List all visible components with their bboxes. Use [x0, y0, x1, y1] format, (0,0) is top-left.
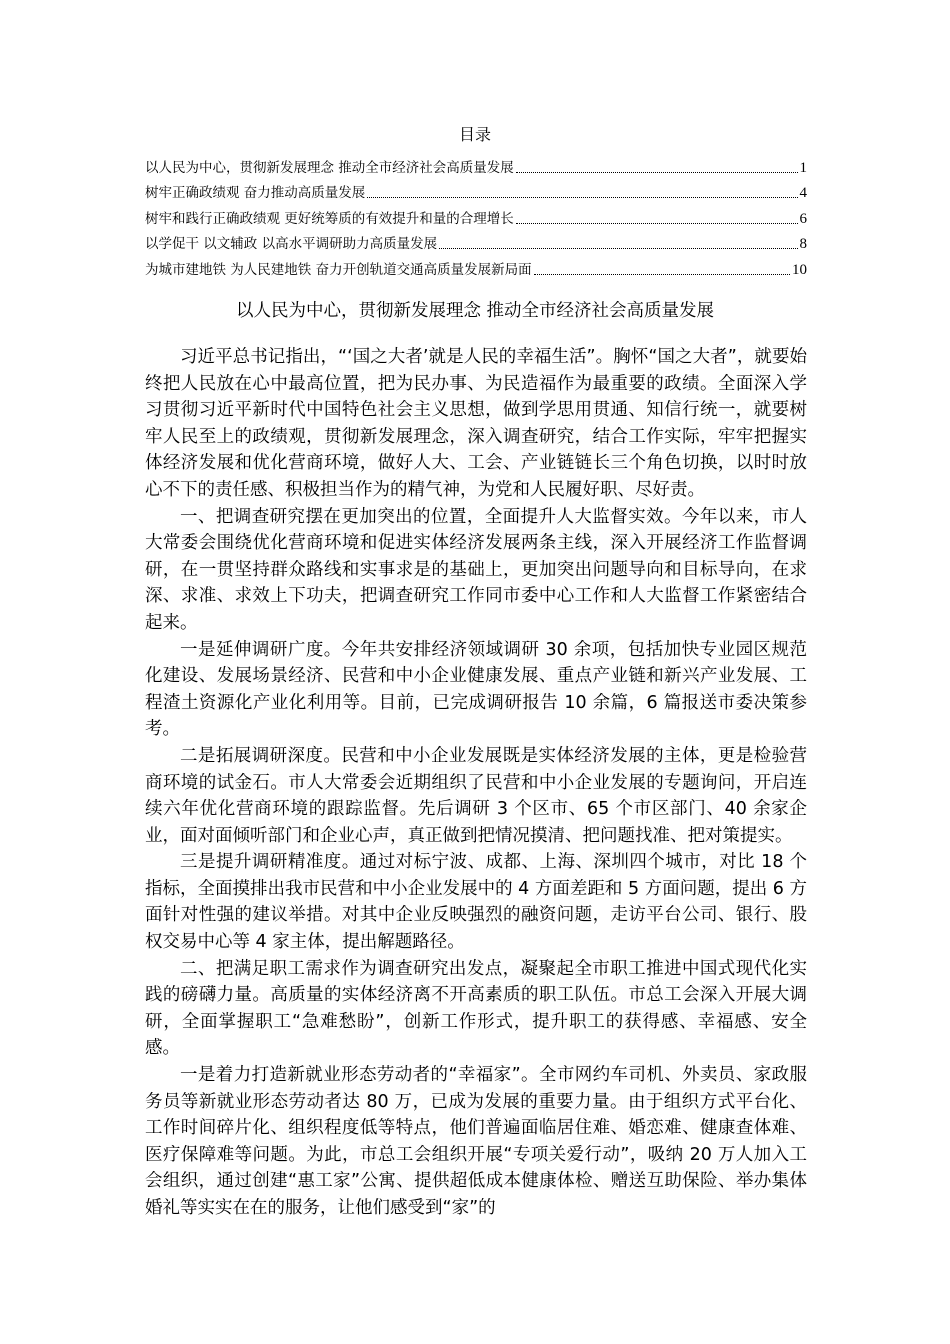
toc-entry-label: 为城市建地铁 为人民建地铁 奋力开创轨道交通高质量发展新局面: [145, 261, 532, 278]
table-of-contents: [145, 152, 807, 280]
paragraph: 二是拓展调研深度。民营和中小企业发展既是实体经济发展的主体，更是检验营商环境的试金石。市人大常委会近期组织了民营和中小企业发展的专题询问，开启连续六年优化营商环境的跟踪监督。先后调研 3 个区市、65 个市区部门、40 余家企业，面对面倾听部门和企业心声，真正做到把情况摸清、把问题找准、把对策提实。: [145, 745, 807, 846]
toc-entry-page: 4: [799, 185, 807, 201]
article-body: [145, 344, 807, 1222]
toc-entry[interactable]: [145, 178, 807, 204]
paragraph: 一是延伸调研广度。今年共安排经济领域调研 30 余项，包括加快专业园区规范化建设、发展场景经济、民营和中小企业健康发展、重点产业链和新兴产业发展、工程渣土资源化产业化利用等。目前，已完成调研报告 10 余篇，6 篇报送市委决策参考。: [145, 639, 807, 740]
paragraph: 一是着力打造新就业形态劳动者的“幸福家”。全市网约车司机、外卖员、家政服务员等新就业形态劳动者达 80 万，已成为发展的重要力量。由于组织方式平台化、工作时间碎片化、组织程度低等特点，他们普遍面临居住难、婚恋难、健康查体难、医疗保障难等问题。为此，市总工会组织开展“专项关爱行动”，吸纳 20 万人加入工会组织，通过创建“惠工家”公寓、提供超低成本健康体检、赠送互助保险、举办集体婚礼等实实在在的服务，让他们感受到“家”的: [145, 1065, 807, 1218]
toc-entry-label: 以学促干 以文辅政 以高水平调研助力高质量发展: [145, 236, 438, 252]
article-title: 以人民为中心，贯彻新发展理念 推动全市经济社会高质量发展: [235, 301, 715, 321]
toc-entry[interactable]: [145, 203, 807, 229]
paragraph: 三是提升调研精准度。通过对标宁波、成都、上海、深圳四个城市，对比 18 个指标，全面摸排出我市民营和中小企业发展中的 4 方面差距和 5 方面问题，提出 6 方面针对性强的建议举措。对其中企业反映强烈的融资问题，走访平台公司、银行、股权交易中心等 4 家主体，提出解题路径。: [145, 852, 807, 953]
toc-entry-page: 1: [799, 159, 807, 176]
toc-dot-leader: [367, 197, 797, 198]
toc-entry-page: 6: [799, 210, 807, 227]
paragraph: 一、把调查研究摆在更加突出的位置，全面提升人大监督实效。今年以来，市人大常委会围绕优化营商环境和促进实体经济发展两条主线，深入开展经济工作监督调研，在一贯坚持群众路线和实事求是的基础上，更加突出问题导向和目标导向，在求深、求准、求效上下功夫，把调查研究工作同市委中心工作和人大监督工作紧密结合起来。: [145, 506, 807, 633]
paragraph: 二、把满足职工需求作为调查研究出发点，凝聚起全市职工推进中国式现代化实践的磅礴力量。高质量的实体经济离不开高素质的职工队伍。市总工会深入开展大调研，全面掌握职工“急难愁盼”，创新工作形式，提升职工的获得感、幸福感、安全感。: [145, 958, 807, 1059]
toc-entry-label: 以人民为中心，贯彻新发展理念 推动全市经济社会高质量发展: [145, 159, 514, 176]
paragraph: 习近平总书记指出，“‘国之大者’就是人民的幸福生活”。胸怀“国之大者”，就要始终把人民放在心中最高位置，把为民办事、为民造福作为最重要的政绩。全面深入学习贯彻习近平新时代中国特色社会主义思想，做到学思用贯通、知信行统一，就要树牢人民至上的政绩观，贯彻新发展理念，深入调查研究，结合工作实际，牢牢把握实体经济发展和优化营商环境，做好人大、工会、产业链链长三个角色切换，以时时放心不下的责任感、积极担当作为的精气神，为党和人民履好职、尽好责。: [145, 347, 807, 500]
toc-entry[interactable]: [145, 152, 807, 178]
toc-dot-leader: [439, 248, 797, 249]
toc-entry-page: 8: [799, 236, 807, 252]
toc-entry-label: 树牢正确政绩观 奋力推动高质量发展: [145, 185, 366, 201]
toc-dot-leader: [516, 172, 798, 173]
toc-dot-leader: [516, 223, 798, 224]
toc-title: 目录: [458, 125, 491, 144]
toc-entry[interactable]: [145, 229, 807, 255]
toc-entry-page: 10: [792, 261, 807, 278]
toc-dot-leader: [534, 274, 790, 275]
toc-entry[interactable]: [145, 254, 807, 280]
toc-entry-label: 树牢和践行正确政绩观 更好统筹质的有效提升和量的合理增长: [145, 210, 514, 227]
